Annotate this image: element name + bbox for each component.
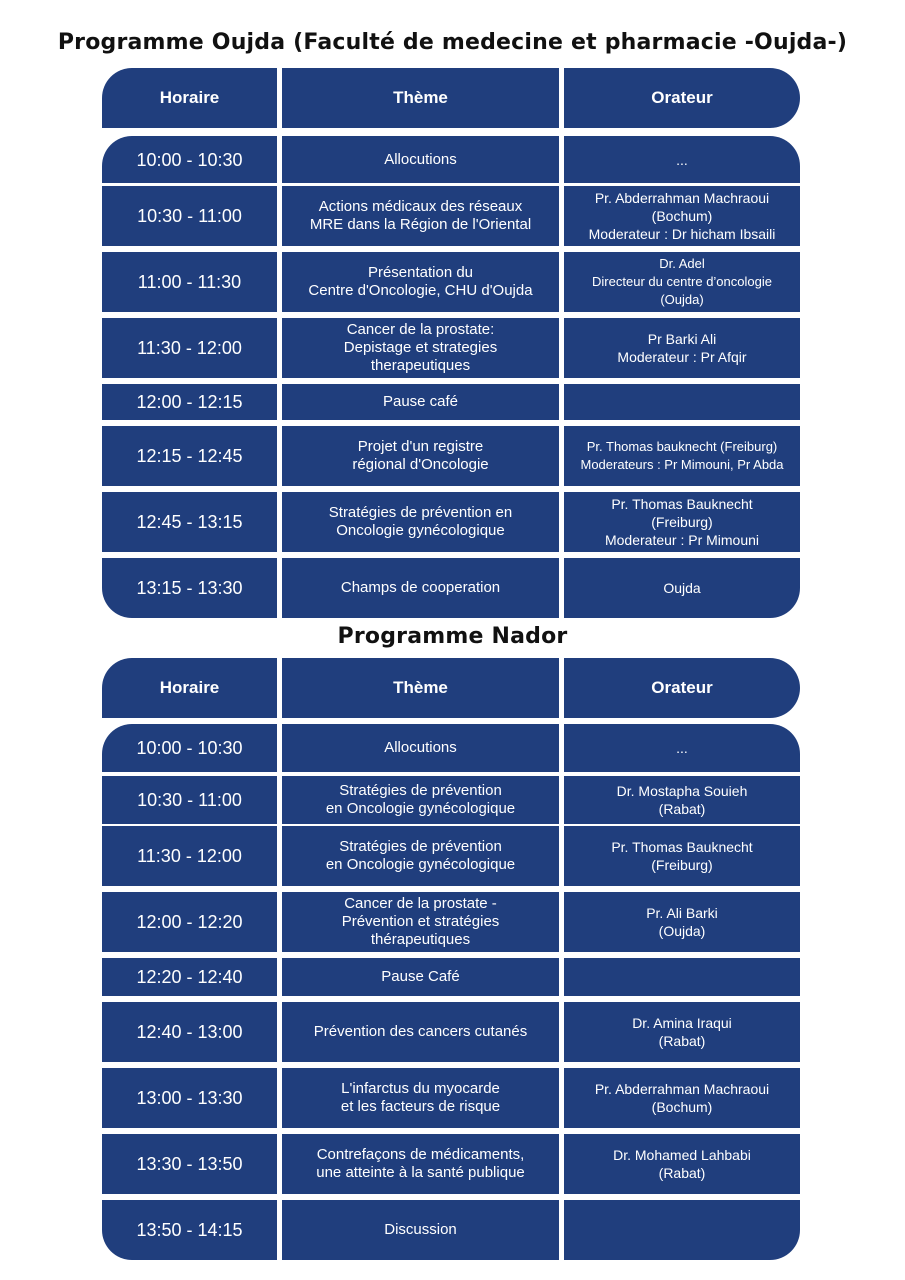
time-slot: 11:00 - 11:30 bbox=[102, 252, 277, 312]
table-row bbox=[102, 724, 802, 772]
speaker-info-line: Dr. Amina Iraqui bbox=[632, 1015, 732, 1031]
session-theme-line: Stratégies de prévention en bbox=[328, 504, 513, 521]
session-theme-line: Allocutions bbox=[384, 150, 457, 168]
oujda-title: Programme Oujda (Faculté de medecine et pharmacie -Oujda-) bbox=[57, 30, 848, 55]
table-row bbox=[102, 826, 802, 886]
speaker-info bbox=[564, 724, 800, 772]
session-theme-line: Pause café bbox=[382, 393, 459, 410]
table-row bbox=[102, 384, 802, 420]
speaker-info-line: Dr. Mostapha Souieh bbox=[616, 783, 748, 799]
session-theme-line: Depistage et strategies bbox=[343, 339, 498, 356]
speaker-info-line: Moderateur : Pr Afqir bbox=[617, 349, 747, 365]
speaker-info-line: (Rabat) bbox=[658, 1033, 706, 1049]
header-theme: Thème bbox=[282, 658, 559, 718]
table-header bbox=[102, 658, 802, 718]
table-row bbox=[102, 1134, 802, 1194]
speaker-info-line: Pr. Thomas Bauknecht bbox=[611, 839, 753, 855]
table-row bbox=[102, 1200, 802, 1260]
speaker-info bbox=[564, 252, 800, 312]
session-theme-line: MRE dans la Région de l'Oriental bbox=[309, 216, 532, 233]
time-slot: 12:00 - 12:15 bbox=[102, 384, 277, 420]
table-row bbox=[102, 776, 802, 824]
time-slot: 10:30 - 11:00 bbox=[102, 186, 277, 246]
speaker-info-line: Pr. Abderrahman Machraoui bbox=[594, 1081, 770, 1097]
time-slot: 12:45 - 13:15 bbox=[102, 492, 277, 552]
speaker-info bbox=[564, 826, 800, 886]
session-theme bbox=[282, 492, 559, 552]
session-theme bbox=[282, 252, 559, 312]
time-slot: 12:20 - 12:40 bbox=[102, 958, 277, 996]
session-theme-line: Stratégies de prévention bbox=[339, 838, 502, 855]
session-theme-line: en Oncologie gynécologique bbox=[325, 800, 516, 817]
header-time: Horaire bbox=[102, 658, 277, 718]
speaker-info bbox=[564, 1134, 800, 1194]
speaker-info-line: Pr. Abderrahman Machraoui bbox=[594, 190, 770, 206]
speaker-info bbox=[564, 492, 800, 552]
time-slot: 13:50 - 14:15 bbox=[102, 1200, 277, 1260]
speaker-info-line: (Bochum) bbox=[651, 208, 713, 224]
time-slot: 11:30 - 12:00 bbox=[102, 826, 277, 886]
session-theme bbox=[282, 136, 559, 183]
time-slot: 12:40 - 13:00 bbox=[102, 1002, 277, 1062]
header-time: Horaire bbox=[102, 68, 277, 128]
speaker-info-line: Dr. Adel bbox=[659, 256, 705, 271]
session-theme-line: Contrefaçons de médicaments, bbox=[316, 1146, 525, 1163]
table-header bbox=[102, 68, 802, 128]
table-row bbox=[102, 892, 802, 952]
table-row bbox=[102, 958, 802, 996]
time-slot: 10:30 - 11:00 bbox=[102, 776, 277, 824]
time-slot: 11:30 - 12:00 bbox=[102, 318, 277, 378]
speaker-info bbox=[564, 1200, 800, 1260]
session-theme bbox=[282, 1068, 559, 1128]
speaker-info-line: Directeur du centre d’oncologie bbox=[592, 274, 772, 289]
speaker-info bbox=[564, 1002, 800, 1062]
speaker-info bbox=[564, 318, 800, 378]
speaker-info-line: (Oujda) bbox=[660, 292, 704, 307]
table-row bbox=[102, 252, 802, 312]
speaker-info bbox=[564, 558, 800, 618]
speaker-info-line: Oujda bbox=[663, 580, 701, 596]
speaker-info bbox=[564, 892, 800, 952]
session-theme-line: Prévention et stratégies bbox=[341, 913, 500, 930]
time-slot: 13:30 - 13:50 bbox=[102, 1134, 277, 1194]
session-theme bbox=[282, 1200, 559, 1260]
speaker-info bbox=[564, 958, 800, 996]
time-slot: 13:15 - 13:30 bbox=[102, 558, 277, 618]
speaker-info bbox=[564, 1068, 800, 1128]
table-row bbox=[102, 558, 802, 618]
speaker-info-line: (Oujda) bbox=[658, 923, 706, 939]
speaker-info-line: Pr. Thomas bauknecht (Freiburg) bbox=[586, 439, 778, 454]
session-theme-line: Projet d'un registre bbox=[357, 438, 484, 455]
speaker-info-line: (Freiburg) bbox=[651, 857, 713, 873]
time-slot: 10:00 - 10:30 bbox=[102, 724, 277, 772]
session-theme-line: Cancer de la prostate - bbox=[344, 895, 497, 912]
speaker-info-line: Pr. Thomas Bauknecht bbox=[611, 496, 753, 512]
session-theme-line: régional d'Oncologie bbox=[352, 456, 489, 473]
session-theme-line: et les facteurs de risque bbox=[340, 1098, 501, 1115]
nador-title: Programme Nador bbox=[337, 624, 568, 649]
session-theme-line: Présentation du bbox=[367, 264, 474, 281]
time-slot: 12:00 - 12:20 bbox=[102, 892, 277, 952]
session-theme-line: Oncologie gynécologique bbox=[336, 522, 505, 539]
speaker-info-line: (Freiburg) bbox=[651, 514, 713, 530]
table-row bbox=[102, 492, 802, 552]
table-row bbox=[102, 136, 802, 183]
speaker-info-line: ... bbox=[676, 740, 688, 756]
session-theme bbox=[282, 776, 559, 824]
session-theme-line: Discussion bbox=[384, 1221, 457, 1238]
session-theme bbox=[282, 318, 559, 378]
table-row bbox=[102, 426, 802, 486]
speaker-info-line: Dr. Mohamed Lahbabi bbox=[613, 1147, 751, 1163]
session-theme-line: Cancer de la prostate: bbox=[346, 321, 495, 338]
speaker-info-line: ... bbox=[676, 151, 688, 168]
session-theme bbox=[282, 958, 559, 996]
session-theme-line: Actions médicaux des réseaux bbox=[318, 198, 523, 215]
speaker-info-line: (Rabat) bbox=[658, 801, 706, 817]
speaker-info bbox=[564, 186, 800, 246]
session-theme bbox=[282, 892, 559, 952]
table-row bbox=[102, 318, 802, 378]
header-theme: Thème bbox=[282, 68, 559, 128]
session-theme-line: Allocutions bbox=[384, 739, 457, 756]
session-theme-line: Centre d'Oncologie, CHU d'Oujda bbox=[308, 282, 533, 299]
session-theme bbox=[282, 186, 559, 246]
table-row bbox=[102, 1002, 802, 1062]
session-theme-line: en Oncologie gynécologique bbox=[325, 856, 516, 873]
session-theme-line: thérapeutiques bbox=[370, 931, 471, 948]
speaker-info bbox=[564, 426, 800, 486]
session-theme-line: L'infarctus du myocarde bbox=[341, 1080, 500, 1097]
table-row bbox=[102, 1068, 802, 1128]
session-theme-line: Pause Café bbox=[381, 968, 460, 985]
speaker-info-line: Moderateur : Pr Mimouni bbox=[604, 532, 760, 548]
session-theme-line: Champs de cooperation bbox=[340, 579, 501, 596]
speaker-info bbox=[564, 776, 800, 824]
session-theme bbox=[282, 826, 559, 886]
time-slot: 10:00 - 10:30 bbox=[102, 136, 277, 183]
speaker-info-line: (Rabat) bbox=[658, 1165, 706, 1181]
speaker-info-line: Pr. Ali Barki bbox=[646, 905, 718, 921]
speaker-info-line: Moderateur : Dr hicham Ibsaili bbox=[588, 226, 776, 242]
session-theme-line: Stratégies de prévention bbox=[339, 782, 502, 799]
session-theme bbox=[282, 1134, 559, 1194]
speaker-info-line: (Bochum) bbox=[651, 1099, 713, 1115]
time-slot: 13:00 - 13:30 bbox=[102, 1068, 277, 1128]
table-row bbox=[102, 186, 802, 246]
session-theme-line: therapeutiques bbox=[370, 357, 471, 374]
header-speaker: Orateur bbox=[564, 68, 800, 128]
session-theme bbox=[282, 724, 559, 772]
speaker-info-line: Moderateurs : Pr Mimouni, Pr Abda bbox=[580, 457, 784, 472]
session-theme bbox=[282, 384, 559, 420]
speaker-info bbox=[564, 384, 800, 420]
session-theme bbox=[282, 1002, 559, 1062]
time-slot: 12:15 - 12:45 bbox=[102, 426, 277, 486]
session-theme-line: Prévention des cancers cutanés bbox=[313, 1023, 528, 1040]
session-theme bbox=[282, 558, 559, 618]
session-theme-line: une atteinte à la santé publique bbox=[316, 1164, 525, 1181]
speaker-info bbox=[564, 136, 800, 183]
header-speaker: Orateur bbox=[564, 658, 800, 718]
session-theme bbox=[282, 426, 559, 486]
speaker-info-line: Pr Barki Ali bbox=[647, 331, 717, 347]
